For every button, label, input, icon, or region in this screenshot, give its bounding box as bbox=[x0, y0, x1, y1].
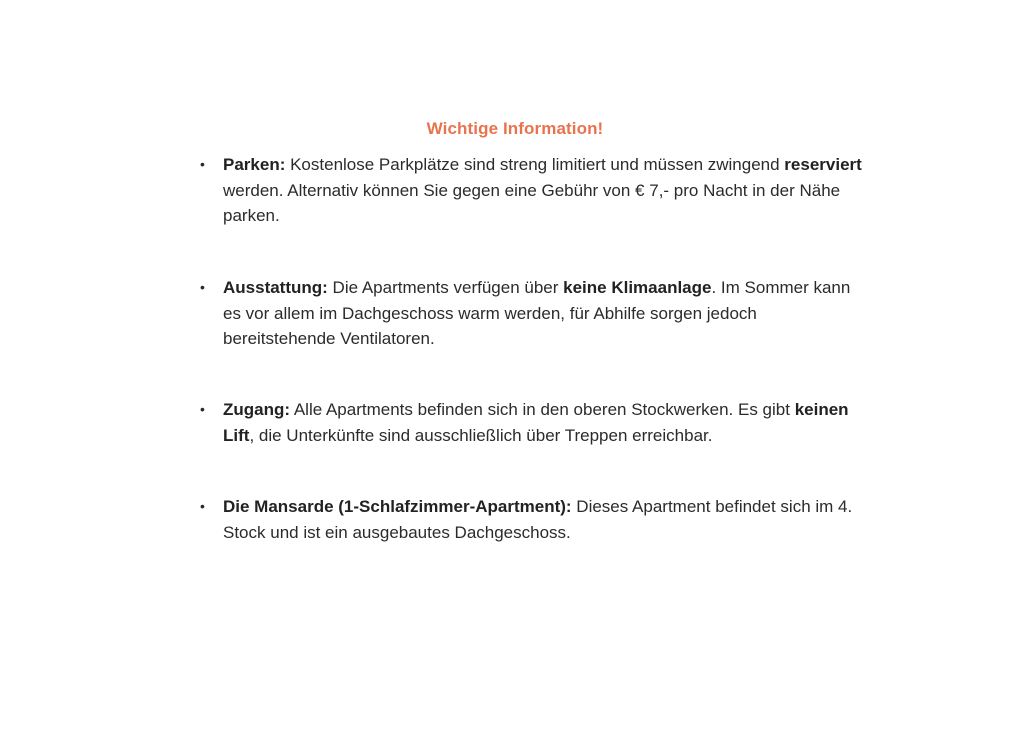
item-emphasis: reserviert bbox=[784, 155, 862, 174]
item-label: Zugang: bbox=[223, 400, 291, 419]
item-text-part: Dieses Apartment befindet sich im 4. Stock und ist ein ausgebautes Dachgeschoss. bbox=[223, 497, 853, 542]
item-label: Die Mansarde (1-Schlafzimmer-Apartment): bbox=[223, 497, 572, 516]
item-text bbox=[223, 397, 863, 448]
item-text-part: . Im Sommer kann es vor allem im Dachgeschoss warm werden, für Abhilfe sorgen jedoch bereitstehende Ventilatoren. bbox=[223, 278, 851, 348]
item-emphasis: keine Klimaanlage bbox=[563, 278, 712, 297]
item-text-part: Die Apartments verfügen über bbox=[327, 278, 564, 297]
bullet-icon: • bbox=[200, 156, 205, 172]
item-text-part: Kostenlose Parkplätze sind streng limitiert und müssen zwingend bbox=[285, 155, 785, 174]
item-text-part: , die Unterkünfte sind ausschließlich über Treppen erreichbar. bbox=[249, 425, 713, 445]
page-title: Wichtige Information! bbox=[426, 119, 604, 138]
bullet-icon: • bbox=[200, 401, 205, 417]
item-emphasis: keinen Lift bbox=[223, 400, 849, 445]
item-label: Parken: bbox=[223, 155, 286, 174]
item-text-part: werden. Alternativ können Sie gegen eine Gebühr von € 7,- pro Nacht in der Nähe parken. bbox=[223, 180, 841, 225]
item-label: Ausstattung: bbox=[223, 278, 328, 297]
item-text bbox=[223, 275, 863, 352]
bullet-icon: • bbox=[200, 279, 205, 295]
item-text-part: Alle Apartments befinden sich in den oberen Stockwerken. Es gibt bbox=[290, 400, 795, 419]
bullet-icon: • bbox=[200, 498, 205, 514]
item-text bbox=[223, 494, 863, 545]
item-text bbox=[223, 152, 863, 229]
